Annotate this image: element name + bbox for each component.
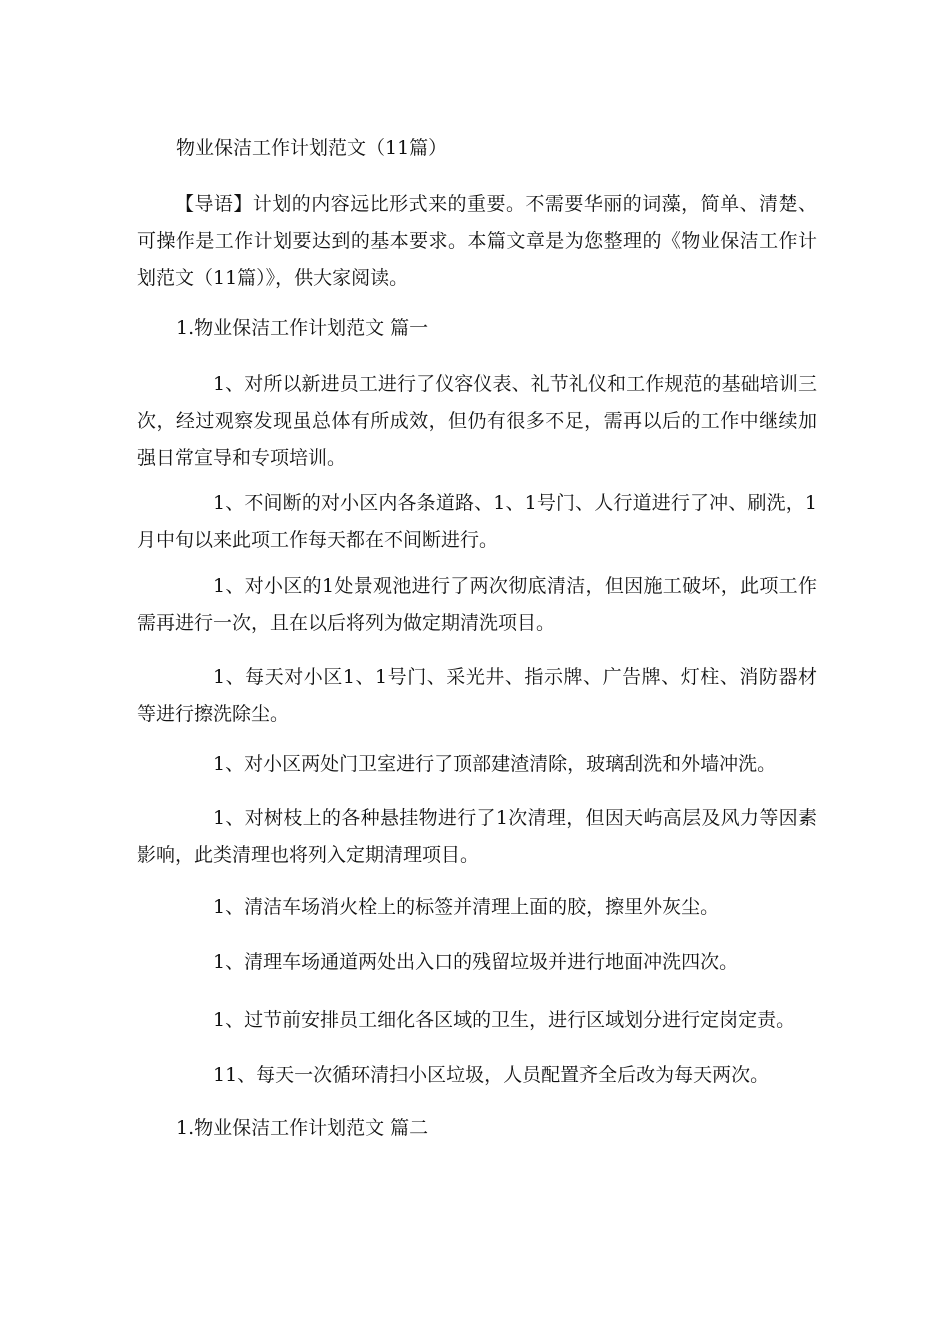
list-item: 1、对小区的1处景观池进行了两次彻底清洁，但因施工破坏，此项工作需再进行一次，且在以后将列为做定期清洗项目。 (137, 575, 817, 634)
list-item: 1、对树枝上的各种悬挂物进行了1次清理，但因天屿高层及风力等因素影响，此类清理也将列入定期清理项目。 (137, 807, 817, 866)
list-item: 1、过节前安排员工细化各区域的卫生，进行区域划分进行定岗定责。 (213, 1009, 796, 1031)
list-item: 1、清洁车场消火栓上的标签并清理上面的胶，擦里外灰尘。 (213, 896, 720, 918)
section-heading-1: 1.物业保洁工作计划范文 篇一 (176, 317, 429, 339)
section-heading-2: 1.物业保洁工作计划范文 篇二 (176, 1117, 429, 1139)
list-item: 1、清理车场通道两处出入口的残留垃圾并进行地面冲洗四次。 (213, 951, 739, 973)
list-item: 1、对所以新进员工进行了仪容仪表、礼节礼仪和工作规范的基础培训三次，经过观察发现虽总体有所成效，但仍有很多不足，需再以后的工作中继续加强日常宣导和专项培训。 (137, 373, 817, 469)
list-item: 11、每天一次循环清扫小区垃圾，人员配置齐全后改为每天两次。 (213, 1064, 770, 1086)
intro-paragraph: 【导语】计划的内容远比形式来的重要。不需要华丽的词藻，简单、清楚、可操作是工作计划要达到的基本要求。本篇文章是为您整理的《物业保洁工作计划范文（11篇）》，供大家阅读。 (137, 193, 817, 289)
list-item: 1、对小区两处门卫室进行了顶部建渣清除，玻璃刮洗和外墙冲洗。 (213, 753, 777, 775)
list-item: 1、不间断的对小区内各条道路、1、1号门、人行道进行了冲、刷洗，1月中旬以来此项工作每天都在不间断进行。 (137, 492, 817, 551)
list-item: 1、每天对小区1、1号门、采光井、指示牌、广告牌、灯柱、消防器材等进行擦洗除尘。 (137, 666, 817, 725)
document-title: 物业保洁工作计划范文（11篇） (176, 137, 448, 159)
